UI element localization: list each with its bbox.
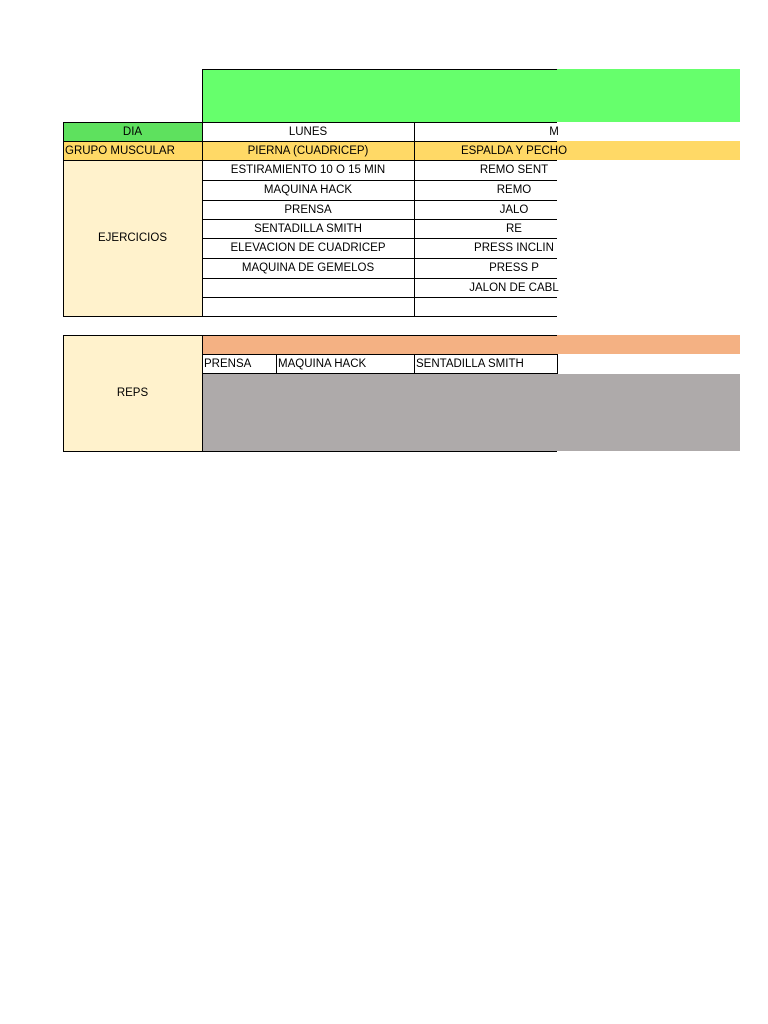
grid-line	[202, 278, 557, 279]
reps-column-sentadilla-smith: SENTADILLA SMITH	[416, 358, 524, 370]
grid-line	[202, 69, 557, 70]
day2-exercise: REMO SENT	[479, 164, 549, 176]
day2-exercise: JALON DE CABL	[469, 281, 559, 294]
day-monday: LUNES	[288, 125, 328, 138]
day1-exercise	[202, 297, 414, 316]
grid-line	[63, 141, 557, 142]
grid-line	[202, 219, 557, 220]
grid-line	[63, 316, 557, 317]
day2-exercise: PRESS INCLIN	[474, 242, 554, 254]
day1-exercise	[202, 278, 414, 297]
grid-line	[202, 258, 557, 259]
day1-exercise: PRENSA	[284, 203, 332, 216]
reps-label: REPS	[63, 335, 202, 451]
grid-line	[414, 354, 415, 374]
reps-header-band	[202, 335, 740, 354]
day-tuesday: M	[549, 125, 559, 138]
grid-line	[202, 373, 557, 374]
grid-line	[63, 160, 557, 161]
dia-label: DIA	[63, 122, 202, 141]
grid-line	[63, 335, 557, 336]
grid-line	[202, 69, 203, 317]
grid-line	[202, 335, 203, 452]
grid-line	[63, 451, 557, 452]
day2-exercise: RE	[506, 222, 522, 235]
grid-line	[414, 122, 415, 317]
grid-line	[63, 335, 64, 452]
grid-line	[202, 297, 557, 298]
ejercicios-label: EJERCICIOS	[63, 160, 202, 316]
grid-line	[202, 180, 557, 181]
title-banner	[202, 69, 740, 122]
day2-exercise: JALO	[499, 203, 529, 216]
grid-line	[63, 122, 557, 123]
reps-gray-area	[202, 374, 740, 451]
day1-exercise: SENTADILLA SMITH	[254, 222, 362, 235]
reps-column-maquina-hack: MAQUINA HACK	[278, 358, 367, 370]
day2-exercise: REMO	[496, 184, 532, 196]
day1-exercise: ELEVACION DE CUADRICEP	[230, 242, 386, 254]
group-day-1: PIERNA (CUADRICEP)	[247, 144, 369, 157]
grid-line	[202, 200, 557, 201]
day1-exercise: MAQUINA DE GEMELOS	[241, 262, 375, 274]
grid-line	[202, 354, 557, 355]
day2-exercise	[414, 297, 614, 316]
reps-column-prensa: PRENSA	[204, 358, 252, 370]
grid-line	[276, 354, 277, 374]
group-day-2: ESPALDA Y PECHO	[460, 144, 568, 157]
grid-line	[63, 122, 64, 317]
day2-exercise: PRESS P	[489, 262, 539, 274]
day1-exercise: MAQUINA HACK	[263, 184, 353, 196]
grupo-muscular-label: GRUPO MUSCULAR	[63, 141, 202, 160]
grid-line	[557, 354, 558, 374]
day1-exercise: ESTIRAMIENTO 10 O 15 MIN	[230, 164, 386, 176]
grid-line	[202, 238, 557, 239]
